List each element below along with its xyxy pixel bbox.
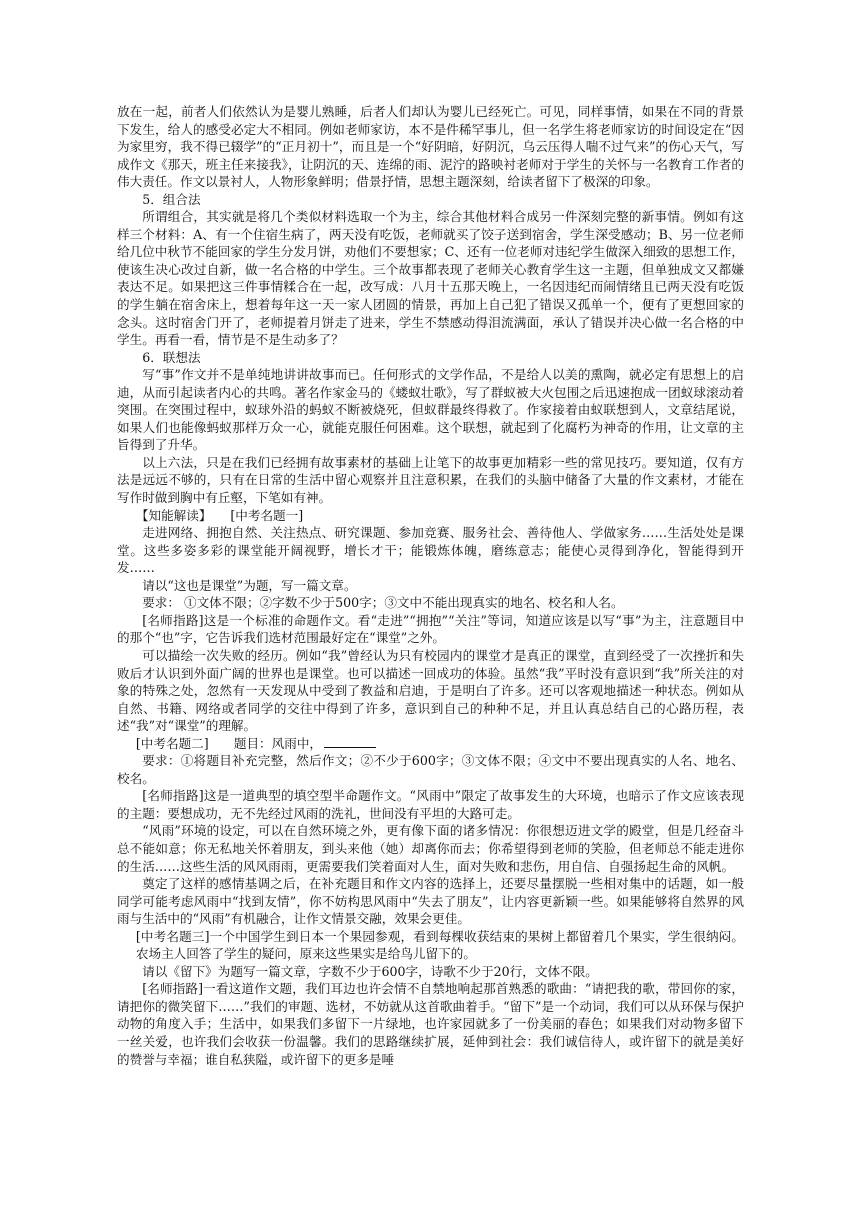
title-blank bbox=[324, 736, 376, 748]
exam-title-three: [中考名题三]一个中国学生到日本一个果园参观，看到每棵收获结束的果树上都留着几个果实，学生很纳闷。农场主人回答了学生的疑问，原来这些果实是给鸟儿留下的。 bbox=[135, 928, 744, 962]
section-heading-combination: 5．组合法 bbox=[142, 191, 201, 207]
teacher-guide: [名师指路]一看这道作文题，我们耳边也许会情不自禁地响起那首熟悉的歌曲：“请把我的歌，带回你的家，请把你的微笑留下……”我们的审题、选材，不妨就从这首歌曲着手。“留下”是一个动词，我们可以从环保与保护动物的角度入手；生活中，如果我们多留下一片绿地，也许家园就多了一份美丽的春色；如果我们对动物多留下一丝关爱，也许我们会收获一份温馨。我们的思路继续扩展，延伸到社会：我们诚信待人，或许留下的就是美好的赞誉与幸福；谁自私狭隘，或许留下的更多是唾 bbox=[117, 981, 744, 1067]
paragraph: 奠定了这样的感情基调之后，在补充题目和作文内容的选择上，还要尽量摆脱一些相对集中的话题，如一般同学可能考虑风雨中“找到友情”，你不妨构思风雨中“失去了朋友”，让内容更新颖一些。如果能够将自然界的风雨与生活中的“风雨”有机融合，让作文情景交融，效果会更佳。 bbox=[117, 876, 744, 927]
paragraph: 请以《留下》为题写一篇文章，字数不少于600字，诗歌不少于20行，文体不限。 bbox=[142, 963, 598, 979]
teacher-guide: [名师指路]这是一个标准的命题作文。看“走进”“拥抱”“关注”等词，知道应该是以写“事”为主，注意题目中的那个“也”字，它告诉我们选材范围最好定在“课堂”之外。 bbox=[117, 612, 744, 646]
exam-title-two-text: [中考名题二] 题目：风雨中， bbox=[135, 735, 323, 751]
requirement-text: 要求： ①文体不限；②字数不少于500字；③文中不能出现真实的地名、校名和人名。 bbox=[142, 595, 624, 611]
paragraph: 放在一起，前者人们依然认为是婴儿熟睡，后者人们却认为婴儿已经死亡。可见，同样事情，如果在不同的背景下发生，给人的感受必定大不相同。例如老师家访，本不是件稀罕事儿，但一名学生将老师家访的时间设定在“因为家里穷，我不得已辍学”的“正月初十”，而且是一个“好阴暗，好阴沉，乌云压得人喘不过气来”的伤心天气，写成作文《那天，班主任来接我》，让阴沉的天、连绵的雨、泥泞的路映衬老师对于学生的关怀与一名教育工作者的伟大责任。作文以景衬人，人物形象鲜明；借景抒情，思想主题深刻，给读者留下了极深的印象。 bbox=[117, 104, 744, 190]
paragraph: 走进网络、拥抱自然、关注热点、研究课题、参加竞赛、服务社会、善待他人、学做家务……生活处处是课堂。这些多姿多彩的课堂能开阔视野，增长才干；能锻炼体魄，磨练意志；能使心灵得到净化，智能得到开发…… bbox=[117, 525, 744, 576]
paragraph: 可以描绘一次失败的经历。例如“我”曾经认为只有校园内的课堂才是真正的课堂，直到经受了一次挫折和失败后才认识到外面广阔的世界也是课堂。也可以描述一回成功的体验。虽然“我”平时没有意识到“我”所关注的对象的特殊之处，忽然有一天发现从中受到了教益和启迪，于是明白了许多。还可以客观地描述一种状态。例如从自然、书籍、网络或者同学的交往中得到了许多，意识到自己的种种不足，并且认真总结自己的心路历程，表述“我”对“课堂”的理解。 bbox=[117, 647, 744, 734]
paragraph: 请以“这也是课堂”为题，写一篇文章。 bbox=[142, 577, 357, 593]
paragraph: 写“事”作文并不是单纯地讲讲故事而已。任何形式的文学作品，不是给人以美的熏陶，就必定有思想上的启迪，从而引起读者内心的共鸣。著名作家金马的《蝼蚁壮歌》，写了群蚁被大火包围之后迅速抱成一团蚁球滚动着突围。在突围过程中，蚁球外沿的蚂蚁不断被烧死，但蚁群最终得救了。作家接着由蚁联想到人，文章结尾说，如果人们也能像蚂蚁那样万众一心，就能克服任何困难。这个联想，就起到了化腐朽为神奇的作用，让文章的主旨得到了升华。 bbox=[117, 367, 744, 453]
requirement-text: 要求：①将题目补充完整，然后作文；②不少于600字；③文体不限；④文中不要出现真实的人名、地名、校名。 bbox=[117, 753, 744, 786]
exam-title-two bbox=[117, 735, 744, 753]
paragraph: 所谓组合，其实就是将几个类似材料选取一个为主，综合其他材料合成另一件深刻完整的新事情。例如有这样三个材料：A、有一个住宿生病了，两天没有吃饭，老师就买了饺子送到宿舍，学生深受感动；B、另一位老师给几位中秋节不能回家的学生分发月饼，劝他们不要想家；C、还有一位老师对违纪学生做深入细致的思想工作，使该生决心改过自新，做一名合格的中学生。三个故事都表现了老师关心教育学生这一主题，但单独成文又都嫌表达不足。如果把这三件事情糅合在一起，改写成：八月十五那天晚上，一名因违纪而闹情绪且已两天没有吃饭的学生躺在宿舍床上，想着每年这一天一家人团圆的情景，再加上自己犯了错误又孤单一个，便有了更想回家的念头。这时宿舍门开了，老师提着月饼走了进来，学生不禁感动得泪流满面，承认了错误并决心做一名合格的中学生。再看一看，情节是不是生动多了？ bbox=[117, 209, 744, 348]
teacher-guide: [名师指路]这是一道典型的填空型半命题作文。“风雨中”限定了故事发生的大环境，也暗示了作文应该表现的主题：要想成功，无不先经过风雨的洗礼，世间没有平坦的大路可走。 bbox=[117, 788, 744, 821]
document-page bbox=[117, 103, 744, 1068]
paragraph: “风雨”环境的设定，可以在自然环境之外，更有像下面的诸多情况：你很想迈进文学的殿堂，但是几经奋斗总不能如意；你无私地关怀着朋友，到头来他（她）却离你而去；你希望得到老师的笑脸，但老师总不能走进你的生活……这些生活的风风雨雨，更需要我们笑着面对人生，面对失败和悲伤，用自信、自强扬起生命的风帆。 bbox=[117, 823, 744, 874]
section-heading-knowledge: 【知能解读】 [中考名题一] bbox=[135, 507, 304, 523]
section-heading-association: 6．联想法 bbox=[142, 349, 201, 365]
paragraph: 以上六法，只是在我们已经拥有故事素材的基础上让笔下的故事更加精彩一些的常见技巧。要知道，仅有方法是远远不够的，只有在日常的生活中留心观察并且注意积累，在我们的头脑中储备了大量的作文素材，才能在写作时做到胸中有丘壑，下笔如有神。 bbox=[117, 454, 744, 506]
